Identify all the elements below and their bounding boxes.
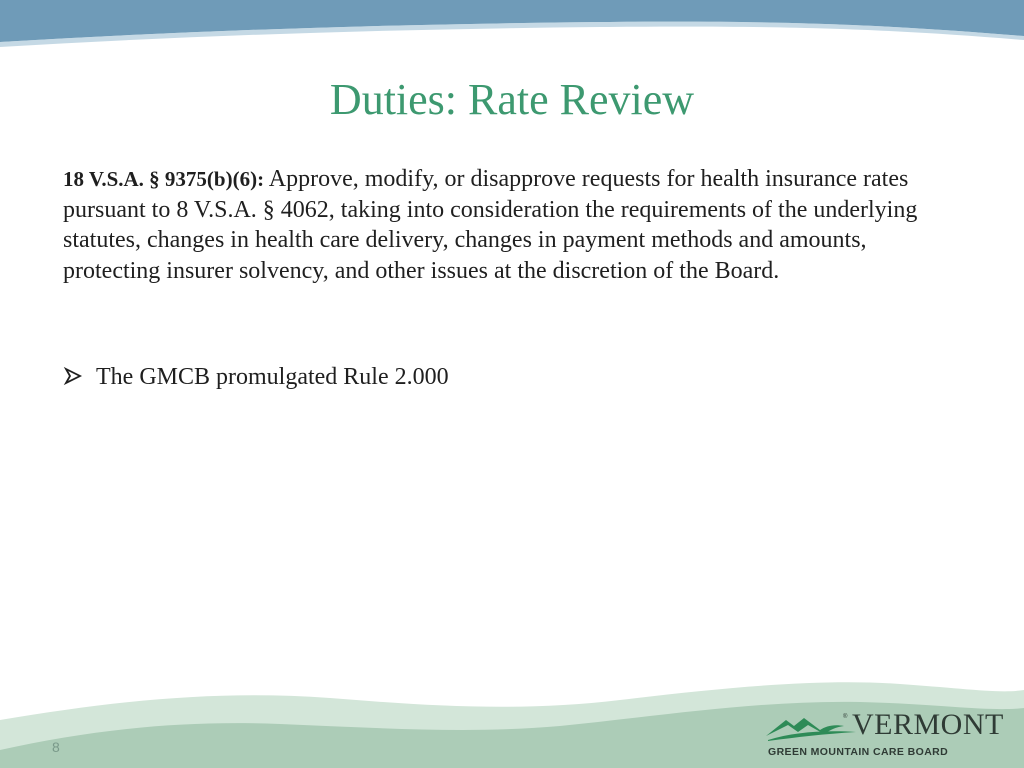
page-number: 8 — [52, 739, 60, 755]
bullet-item — [63, 362, 449, 392]
gmcb-logo — [764, 708, 1010, 760]
arrow-bullet-icon — [63, 366, 83, 386]
statute-paragraph — [63, 164, 943, 286]
statute-citation: 18 V.S.A. § 9375(b)(6): — [63, 167, 265, 191]
logo-subtitle: GREEN MOUNTAIN CARE BOARD — [768, 746, 949, 758]
top-wave-band — [0, 0, 1024, 60]
registered-mark: ® — [843, 714, 848, 720]
logo-wordmark: VERMONT — [852, 708, 1004, 741]
statute-text: Approve, modify, or disapprove requests for health insurance rates pursuant to 8 V.S.A. § 4062, taking into consideration the requirements of the underlying statutes, changes in health care delivery, changes in payment methods and amounts, protecting insurer solvency, and other issues at the discretion of the Board. — [63, 166, 918, 284]
bullet-text: The GMCB promulgated Rule 2.000 — [96, 364, 449, 390]
slide-title: Duties: Rate Review — [329, 75, 695, 124]
